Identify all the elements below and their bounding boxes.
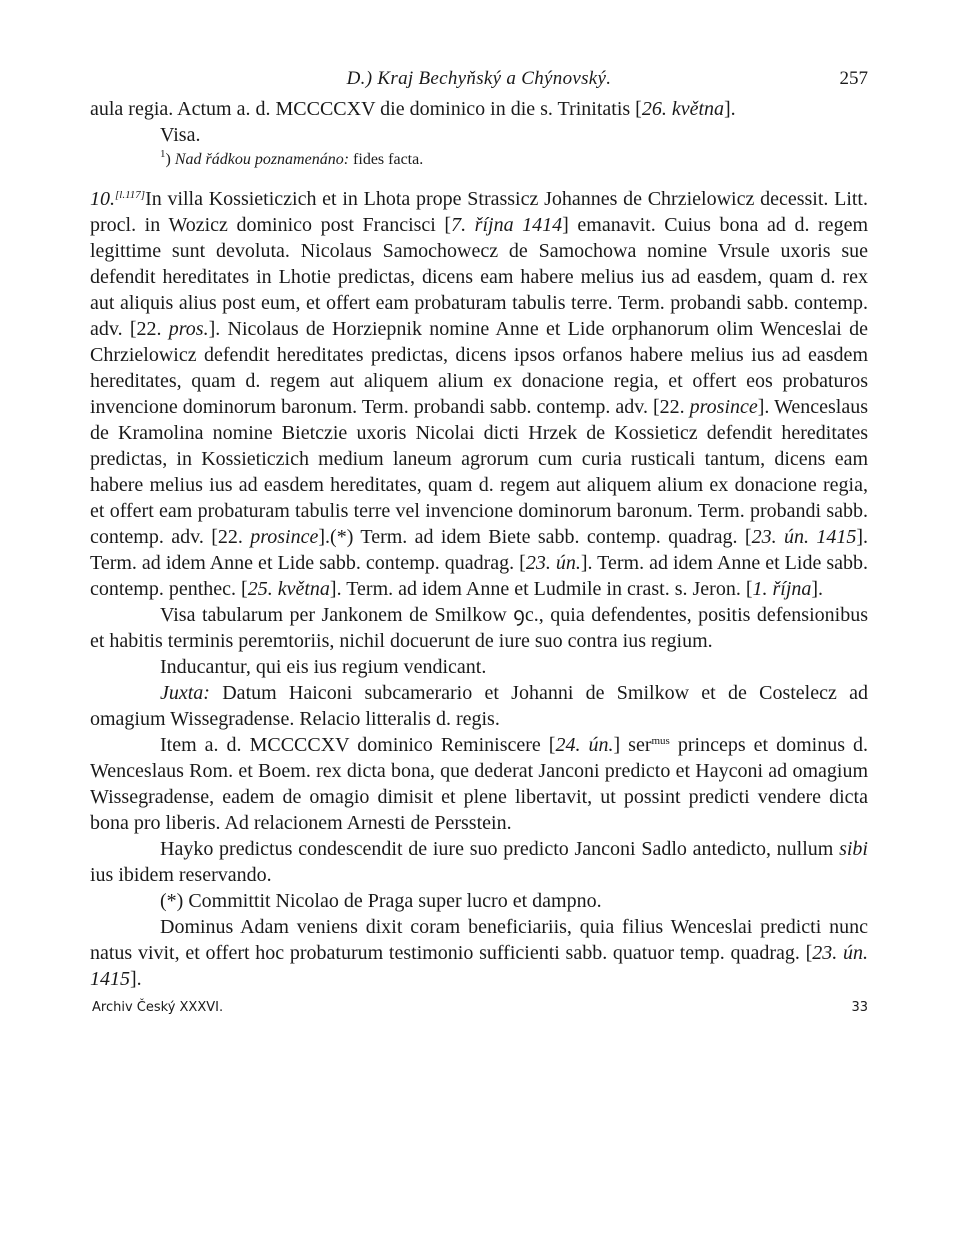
italic-word: sibi bbox=[839, 838, 868, 860]
paragraph-inducantur: Inducantur, qui eis ius regium vendicant. bbox=[160, 656, 487, 678]
paragraph-committit: (*) Committit Nicolao de Praga super lucro et dampno. bbox=[160, 890, 602, 912]
paragraph-juxta bbox=[90, 680, 868, 732]
text: ]. Term. ad idem Anne et Lide sabb. contemp. quadrag. [ bbox=[90, 526, 868, 574]
date: prosince bbox=[689, 396, 758, 418]
date: 26. května bbox=[641, 98, 725, 120]
footnote-italic: Nad řádkou poznamenáno: bbox=[174, 151, 350, 168]
date: 23. ún. 1415 bbox=[751, 526, 857, 548]
text: ]. Term. ad idem Anne et Lide sabb. contemp. penthec. [ bbox=[90, 552, 868, 600]
text: ius ibidem reservando. bbox=[90, 864, 272, 886]
paragraph-actum bbox=[90, 96, 868, 122]
text: ]. bbox=[130, 968, 142, 990]
juxta-label: Juxta: bbox=[160, 682, 210, 704]
text: In villa Kossieticzich et in Lhota prope Strassicz Johannes de Chrzielowicz decessit. Litt. procl. in Wozicz dominico post Francisci [ bbox=[90, 188, 868, 236]
date: pros. bbox=[168, 318, 209, 340]
text: aula regia. Actum a. d. MCCCCXV die dominico in die s. Trinitatis [ bbox=[90, 98, 642, 120]
superscript: mus bbox=[651, 735, 670, 747]
running-header bbox=[90, 68, 868, 96]
date: 23. ún. 1415 bbox=[90, 942, 869, 990]
date: prosince bbox=[250, 526, 319, 548]
date: 25. května bbox=[247, 578, 330, 600]
date: 1. října bbox=[752, 578, 812, 600]
text: ]. Wenceslaus de Kramolina nomine Bietczie uxoris Nicolai dicti Hrzek de Kossieticz defendit hereditates predictas, in Kossieticzich medium laneum agrorum cum curia rusticali tantum, dicens eam habere melius ius ad easdem hereditates, quam d. regem aut aliquem alium ex donacione regia, et offert eam probaturam tabulis terre vel invencione dominorum baronum. Term. probandi sabb. contemp. adv. [22. bbox=[90, 396, 868, 548]
entry-number: 10. bbox=[90, 188, 115, 210]
page bbox=[90, 68, 868, 1024]
text: ]. Term. ad idem Anne et Ludmile in crast. s. Jeron. [ bbox=[329, 578, 753, 600]
date: 23. ún. bbox=[525, 552, 581, 574]
text: ]. bbox=[724, 98, 736, 120]
signature-number: 33 bbox=[851, 1000, 868, 1015]
footnote-text: fides facta. bbox=[353, 151, 424, 168]
page-number: 257 bbox=[839, 68, 868, 89]
text: ] ser bbox=[613, 734, 652, 756]
text: ] emanavit. Cuius bona ad d. regem legittime sunt devoluta. Nicolaus Samochowecz de Samochowa nomine Vrsule uxoris sue defendit hereditates in Lhotie predictas, dicens eam habere melius ius ad easdem, quam d. rex aut aliquis alius post eum, et offert eam probaturam tabulis terre. Term. probandi sabb. contemp. adv. [22. bbox=[90, 214, 868, 340]
footer-source: Archiv Český XXXVI. bbox=[92, 1000, 224, 1015]
date: 24. ún. bbox=[555, 734, 614, 756]
text: Item a. d. MCCCCXV dominico Reminiscere [ bbox=[160, 734, 556, 756]
paragraph-hayko bbox=[90, 836, 868, 888]
page-footer bbox=[90, 1000, 868, 1024]
text: Datum Haiconi subcamerario et Johanni de Smilkow et de Costelecz ad omagium Wissegradense. Relacio litteralis d. regis. bbox=[90, 682, 868, 730]
folio-ref: [l.117] bbox=[115, 189, 146, 201]
entry-10 bbox=[90, 186, 868, 602]
paragraph-visa-short: Visa. bbox=[160, 124, 201, 146]
text: Dominus Adam veniens dixit coram beneficiariis, quia filius Wenceslai predicti nunc natus vivit, et offert hoc probaturum testimonio sufficienti sabb. quatuor temp. quadrag. [ bbox=[90, 916, 868, 964]
text: ]. bbox=[811, 578, 824, 600]
date: 7. října 1414 bbox=[451, 214, 563, 236]
text: ]. Nicolaus de Horziepnik nomine Anne et Lide orphanorum olim Wenceslai de Chrzielowicz defendit hereditates predictas, dicens ipsos orfanos habere melius ius ad easdem hereditates, quam d. regem aut aliquem alium ex donacione regia, et offert eos probaturos invencione dominorum baronum. Term. probandi sabb. contemp. adv. [22. bbox=[90, 318, 868, 418]
footnote: $^1$) Nad řádkou poznamenáno: fides facta. bbox=[160, 148, 424, 168]
paragraph-visa-tabularum: Visa tabularum per Jankonem de Smilkow ꝯc., quia defendentes, positis defensionibus et habitis terminis peremtoriis, nichil docuerunt de iure suo contra ius regium. bbox=[90, 604, 868, 652]
paragraph-item bbox=[90, 732, 868, 836]
text: princeps et dominus d. Wenceslaus Rom. et Boem. rex dicta bona, que dederat Janconi predicto et Hayconi ad omagium Wissegradense, eadem de omagio dimisit et plene libertavit, ut possint predicti vendere dicta bona pro liberis. Ad relacionem Arnesti de Persstein. bbox=[90, 734, 868, 834]
text: Hayko predictus condescendit de iure suo predicto Janconi Sadlo antedicto, nullum bbox=[160, 838, 840, 860]
paragraph-dominus-adam bbox=[90, 914, 868, 992]
header-title: D.) Kraj Bechyňský a Chýnovský. bbox=[346, 68, 612, 89]
footnote-mark: 1 bbox=[160, 148, 166, 160]
text: ].(*) Term. ad idem Biete sabb. contemp. quadrag. [ bbox=[318, 526, 752, 548]
